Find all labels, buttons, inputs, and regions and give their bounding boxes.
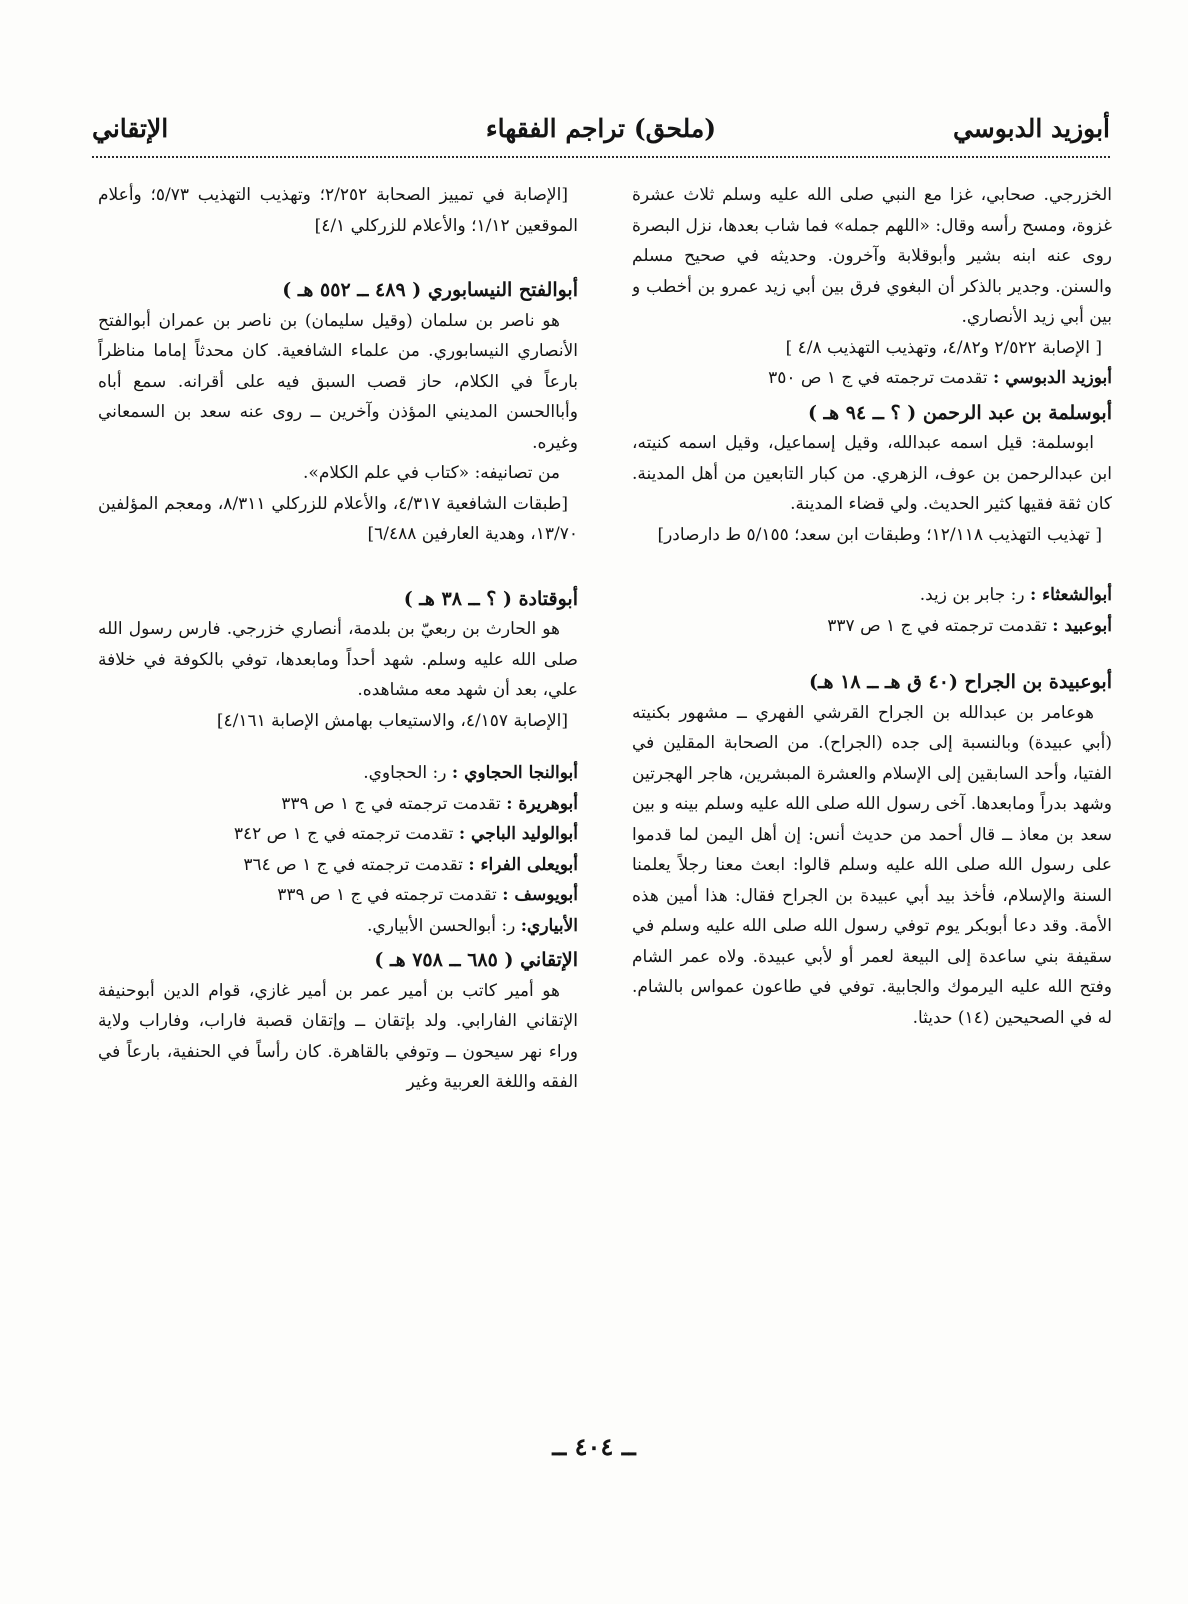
entry-note: تقدمت ترجمته في ج ١ ص ٣٣٧ [827,615,1053,636]
entry-title-nisaburi: أبوالفتح النيسابوري ( ٤٨٩ ــ ٥٥٢ هـ ) [282,279,578,301]
cross-ref-dabusi [632,363,1112,394]
entry-title-itqani: الإتقاني ( ٦٨٥ ــ ٧٥٨ هـ ) [374,949,578,971]
header-book-section: (ملحق) تراجم الفقهاء [485,114,717,143]
entry-title-qatada: أبوقتادة ( ؟ ــ ٣٨ هـ ) [403,587,578,610]
entry-name: أبوعبيد : [1052,615,1112,636]
cross-ref-yusuf [98,880,578,911]
cross-ref-shaatha [632,580,1112,611]
entry-name: أبوالوليد الباجي : [458,824,578,844]
entry-note: تقدمت ترجمته في ج ١ ص ٣٤٢ [233,824,459,844]
entry-works-nisaburi: من تصانيفه: «كتاب في علم الكلام». [303,463,560,483]
entry-reference-top: [الإصابة في تمييز الصحابة ٢/٢٥٢؛ وتهذيب التهذيب ٥/٧٣؛ وأعلام الموقعين ١/١٢؛ والأعلام للزركلي ٤/١] [98,185,578,236]
entry-note: تقدمت ترجمته في ج ١ ص ٣٣٩ [277,885,503,905]
entry-text-nisaburi: هو ناصر بن سلمان (وقيل سليمان) بن ناصر بن عمران أبوالفتح الأنصاري النيسابوري. من علماء الشافعية. كان محدثاً إماما مناظراً بارعاً في الكلام، حاز قصب السبق فيه على أقرانه. سمع أباه وأباالحسن المديني المؤذن وآخرين ــ روى عنه سعد بن السمعاني وغيره. [98,310,578,453]
entry-name: أبوالشعثاء : [1029,585,1112,605]
header-entry-name: أبوزيد الدبوسي [952,114,1110,143]
entry-reference-abusalama: [ تهذيب التهذيب ١٢/١١٨؛ وطبقات ابن سعد؛ ٥/١٥٥ ط دارصادر] [657,524,1102,545]
cross-ref-hurayra [98,789,578,820]
cross-ref-ubaid [632,611,1112,642]
cross-ref-baji [98,819,578,850]
entry-title-abusalama: أبوسلمة بن عبد الرحمن ( ؟ ــ ٩٤ هـ ) [807,401,1112,424]
header-last-entry: الإتقاني [92,114,169,143]
entry-name: أبويعلى الفراء : [468,854,578,875]
entry-text-qatada: هو الحارث بن ربعيّ بن بلدمة، أنصاري خزرجي. فارس رسول الله صلى الله عليه وسلم. شهد أحداً ومابعدها، توفي بالكوفة في خلافة علي، بعد أن شهد معه مشاهده. [98,619,578,700]
entry-reference-qatada: [الإصابة ٤/١٥٧، والاستيعاب بهامش الإصابة ٤/١٦١] [216,710,568,731]
entry-title-ubaida: أبوعبيدة بن الجراح (٤٠ ق هـ ــ ١٨ هـ) [808,671,1112,693]
right-column [632,180,1112,1033]
entry-name: أبوالنجا الحجاوي : [451,763,578,783]
entry-name: أبوهريرة : [506,793,578,814]
cross-ref-najah [98,758,578,789]
entry-note: تقدمت ترجمته في ج ١ ص ٣٣٩ [281,793,507,814]
entry-note: تقدمت ترجمته في ج ١ ص ٣٦٤ [243,854,469,875]
entry-text-itqani: هو أمير كاتب بن أمير عمر بن أمير غازي، قوام الدين أبوحنيفة الإتقاني الفارابي. ولد بإتقان ــ وإتقان قصبة فاراب، وفاراب ولاية وراء نهر سيحون ــ وتوفي بالقاهرة. كان رأساً في الحنفية، بارعاً في الفقه واللغة العربية وغير [98,980,578,1092]
entry-text-abusalama: ابوسلمة: قيل اسمه عبدالله، وقيل إسماعيل، وقيل اسمه كنيته، ابن عبدالرحمن بن عوف، الزهري. من كبار التابعين من أهل المدينة. كان ثقة فقيها كثير الحديث. ولي قضاء المدينة. [632,433,1112,514]
entry-continuation-text: الخزرجي. صحابي، غزا مع النبي صلى الله عليه وسلم ثلاث عشرة غزوة، ومسح رأسه وقال: «اللهم جمله» فما شاب بعدها، نزل البصرة روى عنه ابنه بشير وأبوقلابة وآخرون. وحديثه في صحيح مسلم والسنن. وجدير بالذكر أن البغوي فرق بين أبي زيد عمرو بن أخطب و بين أبي زيد الأنصاري. [632,185,1112,327]
entry-name: الأبياري: [520,915,578,936]
running-header [92,110,1110,158]
cross-ref-abyari [98,911,578,942]
left-column [98,180,578,1098]
entry-note: تقدمت ترجمته في ج ١ ص ٣٥٠ [768,368,994,388]
entry-note: ر: جابر بن زيد. [919,585,1030,605]
entry-note: ر: أبوالحسن الأبياري. [366,915,521,936]
entry-reference: [ الإصابة ٢/٥٢٢ و٤/٨٢، وتهذيب التهذيب ٤/٨ ] [785,337,1102,358]
cross-ref-yala [98,850,578,881]
entry-reference-nisaburi: [طبقات الشافعية ٤/٣١٧، والأعلام للزركلي ٨/٣١١، ومعجم المؤلفين ١٣/٧٠، وهدية العارفين ٦/٤٨٨] [98,493,578,544]
entry-name: أبويوسف : [502,885,578,905]
entry-text-ubaida: هوعامر بن عبدالله بن الجراح القرشي الفهري ــ مشهور بكنيته (أبي عبيدة) وبالنسبة إلى جده (الجراح). من الصحابة المقلين في الفتيا، وأحد السابقين إلى الإسلام والعشرة المبشرين، هاجر الهجرتين وشهد بدراً ومابعدها. آخى رسول الله صلى الله عليه وسلم بينه و بين سعد بن معاذ ــ قال أحمد من حديث أنس: إن أهل اليمن لما قدموا على رسول الله صلى الله عليه وسلم قالوا: ابعث معنا رجلاً يعلمنا السنة والإسلام، فأخذ بيد أبي عبيدة بن الجراح فقال: هذا أمين هذه الأمة. وقد دعا أبوبكر يوم توفي رسول الله صلى الله عليه وسلم في سقيفة بني ساعدة إلى البيعة لعمر أو لأبي عبيدة. ولاه عمر الشام وفتح الله عليه اليرموك والجابية. توفي في طاعون عمواس بالشام. له في الصحيحين (١٤) حديثا. [632,702,1112,1028]
entry-note: ر: الحجاوي. [363,763,452,783]
entry-name: أبوزيد الدبوسي : [993,368,1112,388]
page-number: ــ ٤٠٤ ــ [552,1432,636,1461]
